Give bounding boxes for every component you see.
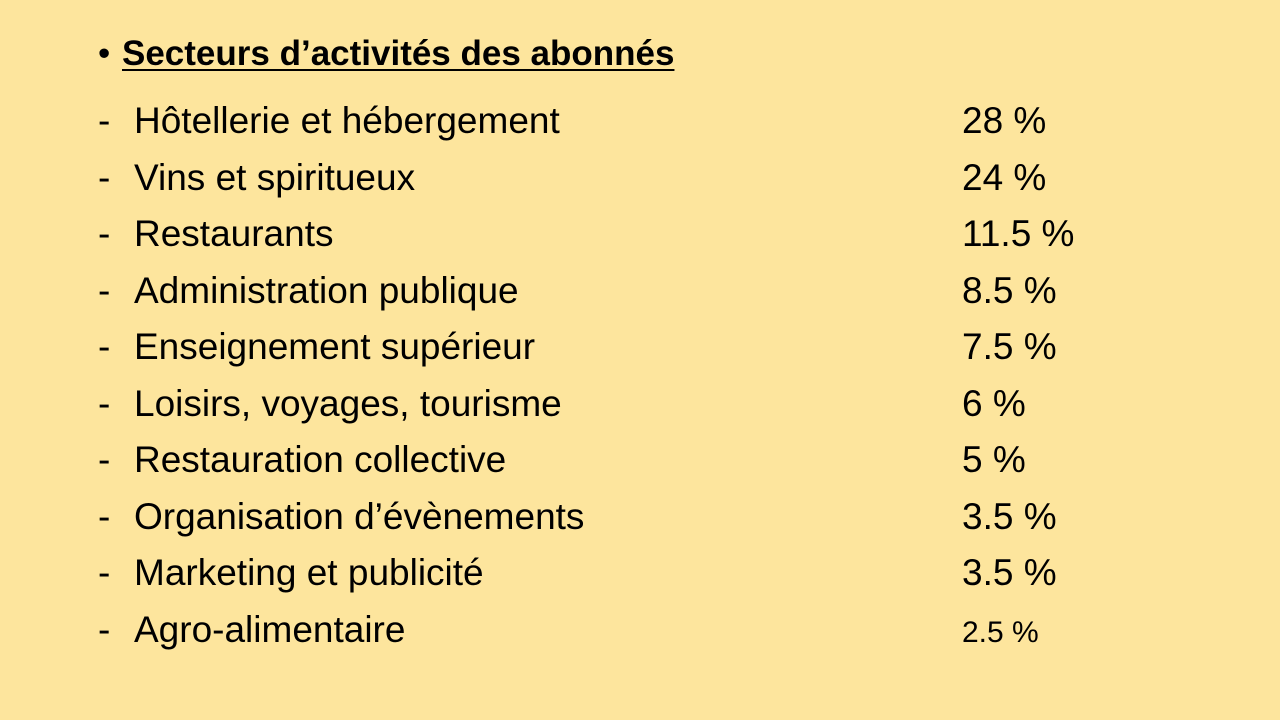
list-item (98, 322, 1198, 379)
list-item (98, 96, 1198, 153)
list-item (98, 548, 1198, 605)
sector-label: Restaurants (134, 213, 334, 254)
dash-marker: - (98, 326, 111, 367)
sector-percentage: 28 % (962, 100, 1047, 141)
sector-percentage: 2.5 % (962, 615, 1039, 649)
sector-label: Organisation d’évènements (134, 495, 585, 537)
dash-marker: - (98, 495, 111, 537)
sector-percentage: 3.5 % (962, 552, 1057, 593)
sector-label: Loisirs, voyages, tourisme (134, 382, 562, 424)
sector-percentage: 24 % (962, 156, 1047, 198)
list-item (98, 266, 1198, 323)
list-item (98, 492, 1198, 549)
sector-percentage: 6 % (962, 382, 1026, 424)
dash-marker: - (98, 608, 111, 650)
list-item (98, 209, 1198, 266)
dash-marker: - (98, 213, 111, 254)
sector-list (98, 96, 1198, 661)
dash-marker: - (98, 552, 111, 593)
sector-percentage: 7.5 % (962, 326, 1057, 367)
sector-label: Hôtellerie et hébergement (134, 100, 560, 141)
dash-marker: - (98, 439, 111, 480)
dash-marker: - (98, 100, 111, 141)
heading-title: Secteurs d’activités des abonnés (122, 34, 675, 73)
list-item (98, 435, 1198, 492)
dash-marker: - (98, 382, 111, 424)
bullet-icon: • (98, 34, 111, 73)
slide-heading (98, 32, 674, 76)
list-item (98, 379, 1198, 436)
sector-label: Restauration collective (134, 439, 507, 480)
list-item (98, 605, 1198, 662)
sector-percentage: 8.5 % (962, 269, 1057, 311)
dash-marker: - (98, 269, 111, 311)
sector-percentage: 5 % (962, 439, 1026, 480)
sector-label: Marketing et publicité (134, 552, 484, 593)
sector-percentage: 11.5 % (962, 213, 1075, 254)
sector-label: Enseignement supérieur (134, 326, 536, 367)
sector-label: Vins et spiritueux (134, 156, 416, 198)
list-item (98, 153, 1198, 210)
sector-label: Administration publique (134, 269, 519, 311)
sector-percentage: 3.5 % (962, 495, 1057, 537)
sector-label: Agro-alimentaire (134, 608, 406, 650)
dash-marker: - (98, 156, 111, 198)
